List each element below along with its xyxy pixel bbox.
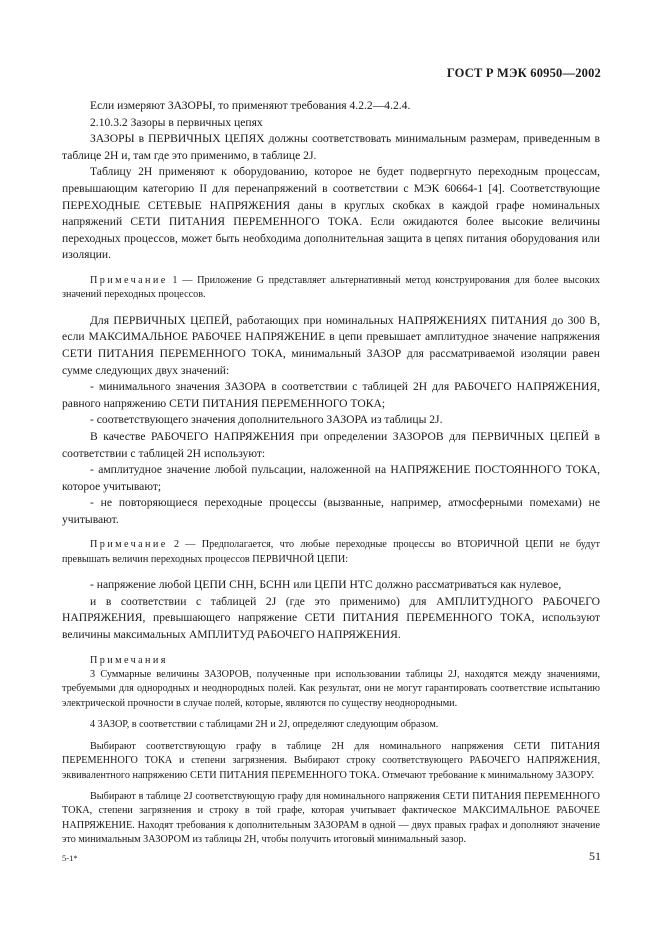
notes-heading: Примечания <box>90 654 168 666</box>
note-2 <box>62 538 600 567</box>
document-code: ГОСТ Р МЭК 60950—2002 <box>446 66 601 80</box>
paragraph: ЗАЗОРЫ в ПЕРВИЧНЫХ ЦЕПЯХ должны соответствовать минимальным размерам, приведенным в таблице 2H и, там где это применимо, в таблице 2J. <box>62 132 600 162</box>
note-label: Примечание <box>90 539 168 551</box>
note-4-step-1: Выбирают соответствующую графу в таблице 2H для номинального напряжения СЕТИ ПИТАНИЯ ПЕРЕМЕННОГО ТОКА и степени загрязнения. Выбирают строку соответствующего РАБОЧЕГО НАПРЯЖЕНИЯ, эквивалентного напряжению СЕТИ ПИТАНИЯ ПЕРЕМЕННОГО ТОКА. Отмечают требование к минимальному ЗАЗОРУ. <box>62 740 600 781</box>
paragraph: Если измеряют ЗАЗОРЫ, то применяют требования 4.2.2—4.2.4. <box>90 99 411 112</box>
note-4-step-2: Выбирают в таблице 2J соответствующую графу для номинального напряжения СЕТИ ПИТАНИЯ ПЕРЕМЕННОГО ТОКА, степени загрязнения и строку в той графе, которая учитывает фактическое МАКСИМАЛЬНОЕ РАБОЧЕЕ НАПРЯЖЕНИЕ. Находят требования к дополнительным ЗАЗОРАМ в одной — двух правых графах и дополняют значение это минимальным ЗАЗОРОМ из таблицы 2H, чтобы получить итоговый минимальный зазор. <box>62 790 600 846</box>
list-item: - не повторяющиеся переходные процессы (вызванные, например, атмосферными помехами) не учитывают. <box>62 496 600 526</box>
list-item: - амплитудное значение любой пульсации, наложенной на НАПРЯЖЕНИЕ ПОСТОЯННОГО ТОКА, которое учитывают; <box>62 463 600 493</box>
note-label: Примечание <box>90 274 168 286</box>
note-text: 2 — Предполагается, что любые переходные процессы во ВТОРИЧНОЙ ЦЕПИ не будут превышать величин переходных процессов ПЕРВИЧНОЙ ЦЕПИ: <box>62 539 600 565</box>
note-1 <box>62 274 600 303</box>
paragraph: Таблицу 2H применяют к оборудованию, которое не будет подвергнуто переходным процессам, превышающим категорию II для перенапряжений в соответствии с МЭК 60664-1 [4]. Соответствующие ПЕРЕХОДНЫЕ СЕТЕВЫЕ НАПРЯЖЕНИЯ даны в круглых скобках в каждой графе номинальных напряжений СЕТИ ПИТАНИЯ ПЕРЕМЕННОГО ТОКА. Если ожидаются более высокие величины переходных процессов, может быть необходима дополнительная защита в цепях питания оборудования или изоляции. <box>62 165 600 262</box>
note-3: 3 Суммарные величины ЗАЗОРОВ, полученные при использовании таблицы 2J, находятся между значениями, требуемыми для однородных и неоднородных полей. Как результат, они не могут гарантировать соответствие испытанию электрической прочности в случае полей, которые, являются по существу неоднородными. <box>62 669 600 709</box>
list-item: - минимального значения ЗАЗОРА в соответствии с таблицей 2H для РАБОЧЕГО НАПРЯЖЕНИЯ, равного напряжению СЕТИ ПИТАНИЯ ПЕРЕМЕННОГО ТОКА; <box>62 380 600 410</box>
note-text: 1 — Приложение G представляет альтернативный метод конструирования для более высоких значений переходных процессов. <box>62 274 600 301</box>
note-4: 4 ЗАЗОР, в соответствии с таблицами 2H и 2J, определяют следующим образом. <box>90 719 439 731</box>
page-body <box>62 98 600 848</box>
list-item: - напряжение любой ЦЕПИ СНН, БСНН или ЦЕПИ НТС должно рассматриваться как нулевое, <box>90 578 562 592</box>
paragraph: Для ПЕРВИЧНЫХ ЦЕПЕЙ, работающих при номинальных НАПРЯЖЕНИЯХ ПИТАНИЯ до 300 В, если МАКСИМАЛЬНОЕ РАБОЧЕЕ НАПРЯЖЕНИЕ в цепи превышает амплитудное значение напряжения СЕТИ ПИТАНИЯ ПЕРЕМЕННОГО ТОКА, минимальный ЗАЗОР для рассматриваемой изоляции равен сумме следующих двух значений: <box>62 313 600 377</box>
section-heading: 2.10.3.2 Зазоры в первичных цепях <box>90 115 263 129</box>
paragraph: и в соответствии с таблицей 2J (где это применимо) для АМПЛИТУДНОГО РАБОЧЕГО НАПРЯЖЕНИЯ, превышающего напряжение СЕТИ ПИТАНИЯ ПЕРЕМЕННОГО ТОКА, используют величины максимальных АМПЛИТУД РАБОЧЕГО НАПРЯЖЕНИЯ. <box>62 594 600 642</box>
list-item: - соответствующего значения дополнительного ЗАЗОРА из таблицы 2J. <box>90 413 443 427</box>
page-number: 51 <box>589 849 601 863</box>
signature-mark: 5-1* <box>62 853 78 863</box>
paragraph: В качестве РАБОЧЕГО НАПРЯЖЕНИЯ при определении ЗАЗОРОВ для ПЕРВИЧНЫХ ЦЕПЕЙ в соответствии с таблицей 2H используют: <box>62 429 600 460</box>
